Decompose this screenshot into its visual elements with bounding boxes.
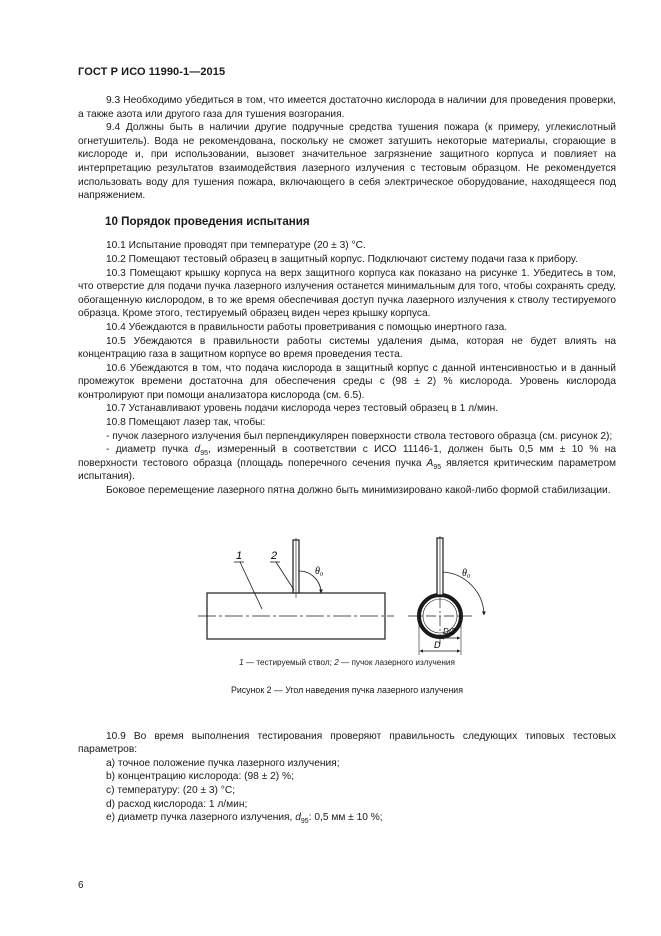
paragraph-9-3: 9.3 Необходимо убедиться в том, что имеется достаточно кислорода в наличии для проведения проверки, а также азота или другого газа для тушения возгорания.	[78, 95, 616, 120]
param-c: c) температуру: (20 ± 3) °С;	[106, 785, 236, 796]
paragraph-10-7: 10.7 Устанавливают уровень подачи кислорода через тестовый образец в 1 л/мин.	[106, 403, 499, 415]
figure-drawing	[78, 498, 616, 658]
laser-item-2-mid: , измеренный в соответствии с ИСО 11146-1, должен быть 0,5 мм ± 10 % на поверхности тестового образца (площадь поперечного сечения пучка	[78, 444, 616, 469]
label-d2: D/2	[443, 626, 456, 636]
running-header: ГОСТ Р ИСО 11990-1—2015	[78, 66, 226, 78]
legend-text-1: — тестируемый ствол;	[243, 657, 335, 667]
figure-legend	[78, 656, 616, 670]
symbol-a: A	[426, 457, 434, 469]
section-view	[408, 536, 484, 655]
symbol-d: d	[194, 444, 201, 456]
label-theta-section: θ₀	[462, 567, 471, 579]
symbol-d-sub: 95	[200, 450, 208, 458]
paragraph-10-5: 10.5 Убеждаются в правильности работы системы удаления дыма, которая не будет влиять на концентрацию газа в защитном корпусе во время проведения теста.	[78, 335, 616, 361]
laser-item-1: - пучок лазерного излучения был перпендикулярен поверхности ствола тестового образца (см. рисунок 2);	[106, 430, 613, 442]
paragraph-10-9: 10.9 Во время выполнения тестирования проверяют правильность следующих типовых тестовых параметров:	[78, 730, 616, 756]
label-d: D	[434, 639, 441, 650]
legend-num-1: 1	[239, 657, 244, 667]
param-e-pre: e) диаметр пучка лазерного излучения,	[106, 812, 296, 824]
leader-2	[276, 562, 294, 590]
leader-1	[240, 562, 262, 609]
figure-2	[78, 498, 616, 730]
figure-caption: Рисунок 2 — Угол наведения пучка лазерного излучения	[231, 684, 463, 695]
laser-item-2	[78, 443, 616, 484]
lateral-note: Боковое перемещение лазерного пятна должно быть минимизировано какой-либо формой стабилизации.	[106, 485, 611, 497]
legend-text-2: — пучок лазерного излучения	[338, 657, 455, 667]
param-e	[78, 811, 616, 825]
param-e-symbol: d	[295, 812, 301, 824]
side-view	[198, 538, 394, 639]
paragraph-10-2: 10.2 Помещают тестовый образец в защитный корпус. Подключают систему подачи газа к прибору.	[106, 253, 578, 265]
section-heading: 10 Порядок проведения испытания	[105, 214, 310, 228]
paragraph-10-4: 10.4 Убеждаются в правильности работы проветривания с помощью инертного газа.	[106, 321, 508, 333]
paragraph-10-6: 10.6 Убеждаются в том, что подача кислорода в защитный корпус с данной интенсивностью и в данный промежуток времени достаточна для обеспечения среды с (98 ± 2) % кислорода. Уровень кислорода контролируют при помощи анализатора кислорода (см. 6.5).	[78, 362, 616, 401]
paragraph-10-3: 10.3 Помещают крышку корпуса на верх защитного корпуса как показано на рисунке 1. Убедитесь в том, что отверстие для подачи пучка лазерного излучения останется минимальным для того, чтобы сохранять среду, обогащенную кислородом, в то же время обеспечивая доступ пучка лазерного излучения к стволу тестируемого образца. Кроме этого, тестируемый образец виден через крышку корпуса.	[78, 267, 616, 320]
label-2: 2	[271, 549, 278, 562]
label-1: 1	[236, 549, 243, 562]
param-e-post: : 0,5 мм ± 10 %;	[308, 812, 383, 824]
symbol-a-sub: 95	[433, 463, 442, 471]
page-number: 6	[78, 880, 84, 891]
param-d: d) расход кислорода: 1 л/мин;	[106, 798, 248, 810]
paragraph-10-1: 10.1 Испытание проводят при температуре (20 ± 3) °С.	[106, 240, 366, 252]
label-theta-side: θ₀	[315, 565, 324, 577]
param-b: b) концентрацию кислорода: (98 ± 2) %;	[106, 771, 294, 783]
legend-num-2: 2	[334, 657, 339, 667]
page-body	[78, 94, 616, 825]
laser-item-2-pre: - диаметр пучка	[106, 444, 195, 456]
param-a: a) точное положение пучка лазерного излучения;	[106, 757, 340, 769]
paragraph-10-8: 10.8 Помещают лазер так, чтобы:	[106, 417, 266, 429]
paragraph-9-4: 9.4 Должны быть в наличии другие подручные средства тушения пожара (к примеру, углекислотный огнетушитель). Вода не рекомендована, поскольку не сможет затушить некоторые материалы, сгорающие в кислороде и, при использовании, вызовет значительное загрязнение защитного корпуса и повлияет на интерпретацию результатов взаимодействия лазерного излучения с тестовым образцом. Не рекомендуется использовать воду для тушения пожара, включающего в себя электрическое оборудование, находящееся под напряжением.	[78, 122, 616, 202]
param-e-sub: 95	[300, 818, 309, 826]
laser-item-2-post: является критическим параметром испытания).	[78, 457, 616, 483]
